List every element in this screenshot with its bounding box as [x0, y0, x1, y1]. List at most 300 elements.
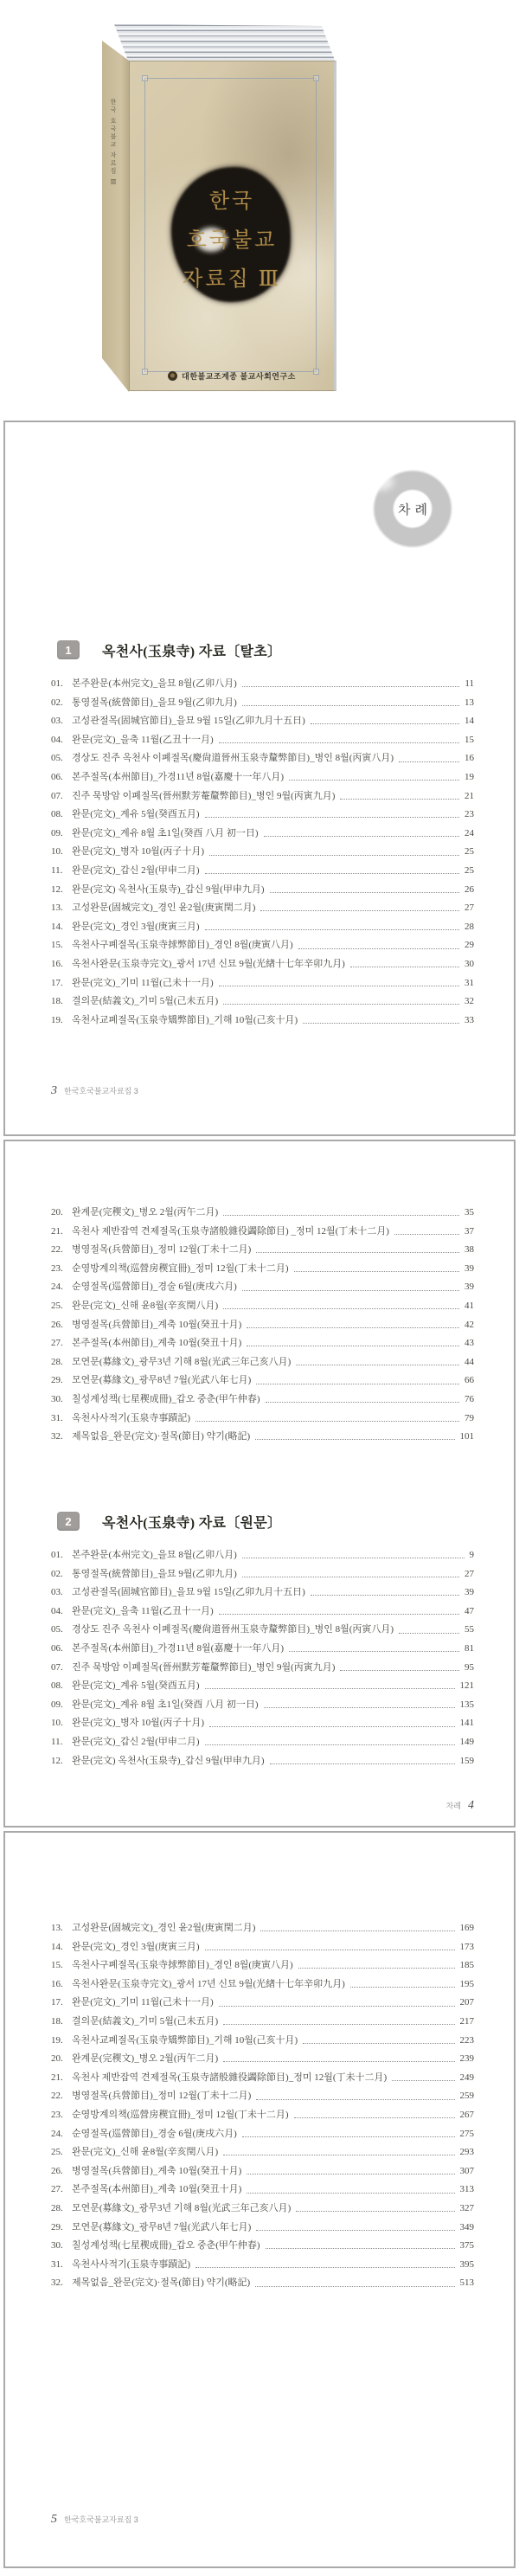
dotted-leader [223, 2061, 454, 2062]
toc-entry-number: 04. [51, 734, 63, 745]
dotted-leader [399, 1633, 459, 1634]
cover-title [130, 183, 334, 299]
dotted-leader [394, 1234, 459, 1235]
toc-entry-number: 04. [51, 1605, 63, 1616]
toc-entry-title: 완문(完文) 옥천사(玉泉寺)_갑신 9월(甲申九月) [72, 1755, 265, 1766]
toc-entry-title: 완문(完文)_갑신 2월(甲申二月) [72, 1736, 200, 1747]
dotted-leader [247, 2174, 454, 2175]
toc-entry-page: 25 [465, 846, 474, 858]
toc-entry-title: 본주완문(本州完文)_을묘 8월(乙卯八月) [72, 678, 237, 689]
toc-entry-number: 08. [51, 1680, 63, 1692]
dotted-leader [205, 873, 459, 874]
toc-entry [51, 2125, 474, 2144]
toc-entry [51, 2274, 474, 2293]
toc-entry-title: 옥천사교폐절목(玉泉寺矯弊節目)_기해 10월(己亥十月) [72, 1014, 298, 1025]
dotted-leader [219, 1614, 459, 1615]
toc-entry [51, 1565, 474, 1584]
toc-entry [51, 2032, 474, 2051]
toc-entry [51, 1223, 474, 1242]
toc-entry-title: 칠성계성책(七星稧成冊)_갑오 중춘(甲午仲春) [72, 2240, 260, 2252]
dotted-leader [399, 761, 459, 762]
toc-entry-title: 순영방계의책(巡營房稧宜冊)_정미 12월(丁未十二月) [72, 2109, 289, 2120]
toc-entry [51, 862, 474, 881]
toc-entry-title: 옥천사교폐절목(玉泉寺矯弊節目)_기해 10월(己亥十月) [72, 2034, 298, 2046]
toc-entry [51, 843, 474, 862]
toc-entry [51, 1297, 474, 1316]
toc-entry [51, 2162, 474, 2181]
page-3-footer [51, 2513, 138, 2527]
toc-entry-page: 259 [459, 2091, 474, 2102]
dotted-leader [223, 1308, 459, 1309]
toc-entry [51, 1584, 474, 1603]
toc-entry [51, 1640, 474, 1659]
toc-entry-page: 159 [459, 1755, 474, 1766]
toc-entry-title: 옥천사사적기(玉泉寺事蹟記) [72, 2258, 191, 2270]
toc-entry-number: 02. [51, 697, 63, 708]
section-2-number-badge: 2 [57, 1512, 80, 1531]
page-1-footer [51, 1084, 138, 1098]
toc-entry-page: 43 [465, 1338, 474, 1349]
toc-entry-page: 185 [459, 1960, 474, 1971]
toc-entry-page: 313 [459, 2184, 474, 2195]
dotted-leader [255, 1439, 454, 1440]
dotted-leader [205, 1744, 455, 1745]
toc-entry-page: 15 [465, 734, 474, 745]
toc-entry-title: 옥천사사적기(玉泉寺事蹟記) [72, 1412, 191, 1423]
dotted-leader [247, 1327, 459, 1328]
toc-entry-page: 39 [465, 1262, 474, 1274]
toc-entry-title: 완문(完文)_신해 윤8월(辛亥閏八月) [72, 1300, 219, 1311]
toc-entry [51, 1241, 474, 1260]
toc-entry-number: 31. [51, 2258, 63, 2270]
toc-entry-title: 병영절목(兵營節目)_계축 10월(癸丑十月) [72, 1319, 242, 1330]
toc-entry-number: 11. [51, 864, 63, 876]
section-1-number-badge: 1 [57, 640, 80, 659]
dotted-leader [209, 855, 459, 856]
toc-entry-title: 경상도 진주 옥천사 이폐절목(慶尙道晉州玉泉寺釐弊節目)_병인 8월(丙寅八月) [72, 1624, 394, 1635]
dotted-leader [311, 723, 459, 724]
toc-entry-number: 16. [51, 1978, 63, 1989]
toc-entry-title: 고성완문(固城完文)_경인 윤2월(庚寅閏二月) [72, 1923, 256, 1933]
dotted-leader [242, 686, 460, 687]
toc-entry-number: 06. [51, 771, 63, 782]
toc-entry-title: 모연문(募緣文)_광무3년 기해 8월(光武三年己亥八月) [72, 2202, 292, 2213]
toc-entry-title: 완문(完文)_계유 5월(癸酉五月) [72, 809, 200, 820]
toc-entry [51, 1938, 474, 1957]
toc-entry-page: 27 [465, 1568, 474, 1579]
toc-entry-page: 27 [465, 903, 474, 914]
footer-running-title: 한국호국불교자료집 3 [64, 2515, 138, 2524]
toc-entry-number: 18. [51, 996, 63, 1007]
toc-entry-number: 14. [51, 1941, 63, 1952]
toc-entry-number: 07. [51, 790, 63, 801]
publisher-name: 대한불교조계종 불교사회연구소 [182, 372, 296, 381]
toc-entry-number: 02. [51, 1568, 63, 1579]
dotted-leader [270, 1763, 455, 1764]
dotted-leader [205, 1688, 455, 1689]
toc-entry-number: 01. [51, 1550, 63, 1560]
toc-entry-page: 39 [465, 1282, 474, 1293]
toc-entry [51, 2143, 474, 2162]
toc-entry-page: 41 [465, 1300, 474, 1311]
toc-entry-title: 본주절목(本州節目)_계축 10월(癸丑十月) [72, 1338, 242, 1349]
toc-entry [51, 1752, 474, 1771]
toc-entry-page: 26 [465, 883, 474, 895]
toc-entry-title: 완계문(完稧文)_병오 2월(丙午二月) [72, 2053, 219, 2065]
toc-entry-number: 19. [51, 2034, 63, 2046]
dotted-leader [195, 1421, 459, 1422]
toc-entry-page: 173 [459, 1941, 474, 1952]
toc-entry-title: 옥천사구폐절목(玉泉寺捄弊節目)_경인 8월(庚寅八月) [72, 1960, 293, 1971]
toc-entry-title: 제목없음_완문(完文)·절목(節目) 약기(略記) [72, 2277, 251, 2289]
dotted-leader [289, 1651, 459, 1652]
toc-entry-page: 223 [459, 2034, 474, 2046]
toc-entry-title: 본주완문(本州完文)_을묘 8월(乙卯八月) [72, 1550, 237, 1560]
book-spine-title: 한국 호국불교 자료집 Ⅲ [110, 99, 117, 188]
toc-entry-title: 통영절목(統營節目)_을묘 9월(乙卯九月) [72, 697, 237, 708]
dotted-leader [266, 2248, 455, 2249]
toc-entry-page: 513 [459, 2277, 474, 2289]
toc-entry-page: 275 [459, 2128, 474, 2139]
dotted-leader [260, 1930, 454, 1931]
toc-entry [51, 694, 474, 713]
toc-entry-number: 01. [51, 678, 63, 689]
toc-entry-number: 32. [51, 2277, 63, 2289]
toc-entry-title: 옥천사완문(玉泉寺完文)_광서 17년 신묘 9월(光緖十七年辛卯九月) [72, 1978, 345, 1989]
dotted-leader [242, 2136, 455, 2137]
toc-entry [51, 1353, 474, 1372]
toc-entry-page: 38 [465, 1244, 474, 1256]
toc-entry [51, 2200, 474, 2219]
toc-entry [51, 1316, 474, 1335]
toc-entry-title: 병영절목(兵營節目)_정미 12월(丁未十二月) [72, 1244, 252, 1256]
toc-entry-page: 19 [465, 771, 474, 782]
dotted-leader [311, 1595, 459, 1596]
toc-entry-number: 18. [51, 2015, 63, 2027]
dotted-leader [264, 836, 459, 837]
dotted-leader [256, 2230, 454, 2231]
toc-entry [51, 2069, 474, 2088]
toc-entry [51, 768, 474, 787]
toc-entry-number: 22. [51, 1244, 63, 1256]
dotted-leader [296, 2211, 454, 2212]
footer-running-title: 차례 [445, 1802, 461, 1810]
toc-entry [51, 1956, 474, 1975]
toc-entry [51, 1410, 474, 1429]
dotted-leader [256, 1252, 459, 1253]
toc-entry [51, 899, 474, 918]
toc-entry-title: 완문(完文)_계유 8월 초1일(癸酉 八月 初一日) [72, 827, 259, 838]
toc-entry-number: 17. [51, 977, 63, 988]
toc-entry-number: 22. [51, 2091, 63, 2102]
toc-entry-title: 완문(完文)_기미 11월(己未十一月) [72, 1997, 214, 2008]
toc-entry [51, 1994, 474, 2013]
book-front-cover [129, 61, 336, 391]
toc-entry-title: 완문(完文)_병자 10월(丙子十月) [72, 1718, 205, 1729]
dotted-leader [303, 2043, 454, 2044]
toc-entry-number: 05. [51, 1624, 63, 1635]
book-cover-3d [102, 22, 341, 395]
toc-entry-title: 완문(完文)_경인 3월(庚寅三月) [72, 1941, 200, 1952]
toc-entry-number: 13. [51, 1923, 63, 1933]
section-1-title: 옥천사(玉泉寺) 자료〔탈초〕 [102, 644, 282, 659]
toc-entry [51, 1975, 474, 1995]
toc-entry-page: 267 [459, 2109, 474, 2120]
toc-entry-page: 195 [459, 1978, 474, 1989]
toc-entry [51, 2237, 474, 2256]
toc-entry-number: 05. [51, 753, 63, 764]
toc-entry-number: 09. [51, 827, 63, 838]
toc-entry [51, 712, 474, 731]
cover-title-line-2: 호국불교 [186, 229, 278, 252]
dotted-leader [264, 1707, 455, 1708]
toc-entry-page: 76 [465, 1393, 474, 1404]
toc-entry-page: 14 [465, 716, 474, 727]
toc-entry-number: 25. [51, 1300, 63, 1311]
toc-entry-number: 17. [51, 1997, 63, 2008]
toc-entry-title: 완문(完文)_경인 3월(庚寅三月) [72, 921, 200, 932]
toc-entry-title: 완문(完文)_계유 8월 초1일(癸酉 八月 初一日) [72, 1699, 259, 1710]
toc-entry-title: 병영절목(兵營節目)_정미 12월(丁未十二月) [72, 2091, 252, 2102]
toc-entry-title: 완문(完文)_갑신 2월(甲申二月) [72, 864, 200, 876]
toc-entry-page: 47 [465, 1605, 474, 1616]
toc-entry-title: 완문(完文) 옥천사(玉泉寺)_갑신 9월(甲申九月) [72, 883, 265, 895]
toc-entry [51, 2181, 474, 2200]
frame-corner-icon [142, 75, 148, 81]
toc-entry-title: 모연문(募緣文)_광무8년 7월(光武八年七月) [72, 1375, 252, 1386]
dotted-leader [242, 705, 459, 706]
toc-entry-page: 28 [465, 921, 474, 932]
toc-page-1 [3, 421, 516, 1136]
toc-entry-number: 30. [51, 1393, 63, 1404]
toc-entry [51, 1204, 474, 1223]
toc-entry [51, 2106, 474, 2125]
toc-entry-page: 42 [465, 1319, 474, 1330]
toc-entry [51, 1714, 474, 1733]
dotted-leader [209, 1726, 454, 1727]
dotted-leader [219, 742, 459, 743]
toc-entry-page: 293 [459, 2147, 474, 2158]
dotted-leader [242, 1290, 459, 1291]
dotted-leader [223, 1215, 459, 1216]
dotted-leader [298, 1968, 455, 1969]
toc-entry-number: 23. [51, 1262, 63, 1274]
toc-entry-page: 13 [465, 697, 474, 708]
toc-entry-title: 제목없음_완문(完文)·절목(節目) 약기(略記) [72, 1431, 251, 1442]
jogye-order-emblem-icon [168, 371, 177, 381]
toc-entry-title: 모연문(募緣文)_광무3년 기해 8월(光武三年己亥八月) [72, 1356, 292, 1367]
toc-entry-page: 327 [459, 2202, 474, 2213]
dotted-leader [256, 2099, 454, 2100]
toc-entry [51, 731, 474, 750]
toc-entry-number: 06. [51, 1642, 63, 1654]
toc-entry [51, 2219, 474, 2238]
toc-entry-number: 21. [51, 1225, 63, 1237]
toc-entry-number: 28. [51, 1356, 63, 1367]
toc-entry [51, 1603, 474, 1622]
toc-entry-number: 28. [51, 2202, 63, 2213]
footer-page-number: 3 [51, 1084, 57, 1097]
toc-entry-title: 완문(完文)_병자 10월(丙子十月) [72, 846, 205, 858]
cover-title-line-1: 한국 [208, 190, 255, 213]
toc-entry-page: 29 [465, 940, 474, 951]
toc-page-2 [3, 1140, 516, 1828]
toc-entry-page: 16 [465, 753, 474, 764]
toc-entry-number: 15. [51, 1960, 63, 1971]
toc-entry [51, 2087, 474, 2106]
toc-entry-title: 통영절목(統營節目)_을묘 9월(乙卯九月) [72, 1568, 237, 1579]
toc-entry-page: 135 [459, 1699, 474, 1710]
toc-entry [51, 2050, 474, 2069]
toc-entry-page: 141 [459, 1718, 474, 1729]
toc-entry [51, 1733, 474, 1752]
dotted-leader [223, 2024, 454, 2025]
toc-entry-title: 결의문(結義文)_기미 5월(己未五月) [72, 2015, 219, 2027]
toc-entry [51, 1621, 474, 1640]
toc-entry-title: 모연문(募緣文)_광무8년 7월(光武八年七月) [72, 2221, 252, 2232]
toc-entry-title: 본주절목(本州節目)_가경11년 8월(嘉慶十一年八月) [72, 771, 285, 782]
toc-entry [51, 1334, 474, 1353]
toc-entry [51, 1696, 474, 1715]
toc-entry-page: 101 [459, 1431, 474, 1442]
toc-entry-number: 12. [51, 883, 63, 895]
toc-entry-number: 08. [51, 809, 63, 820]
toc-entry-title: 완문(完文)_을축 11월(乙丑十一月) [72, 1605, 214, 1616]
toc-entry-page: 25 [465, 864, 474, 876]
toc-entry-page: 217 [459, 2015, 474, 2027]
book-page-stack-top [102, 22, 337, 64]
toc-entry-page: 9 [469, 1550, 474, 1560]
page-2-footer [446, 1799, 474, 1813]
toc-entry [51, 1012, 474, 1031]
toc-entry-title: 완문(完文)_계유 5월(癸酉五月) [72, 1680, 200, 1692]
toc-entry-number: 30. [51, 2240, 63, 2252]
toc-entry-number: 07. [51, 1661, 63, 1673]
toc-entry-title: 순영방계의책(巡營房稧宜冊)_정미 12월(丁未十二月) [72, 1262, 289, 1274]
toc-entry [51, 918, 474, 937]
dotted-leader [205, 929, 459, 930]
toc-entry-page: 39 [465, 1587, 474, 1598]
toc-list-section2-part2 [51, 1919, 474, 2293]
toc-entry-page: 375 [459, 2240, 474, 2252]
dotted-leader [298, 948, 459, 949]
toc-entry-page: 11 [465, 678, 474, 689]
publisher-row [130, 370, 334, 382]
toc-entry-title: 완문(完文)_신해 윤8월(辛亥閏八月) [72, 2147, 219, 2158]
toc-entry-title: 진주 묵방암 이폐절목(晉州默芳菴釐弊節目)_병인 9월(丙寅九月) [72, 790, 336, 801]
toc-entry-number: 03. [51, 1587, 63, 1598]
toc-entry-number: 27. [51, 1338, 63, 1349]
toc-page-3 [3, 1831, 516, 2568]
toc-entry-title: 순영절목(巡營節目)_경술 6월(庚戌六月) [72, 2128, 237, 2139]
toc-entry-number: 26. [51, 1319, 63, 1330]
toc-entry-page: 395 [459, 2258, 474, 2270]
toc-entry-page: 239 [459, 2053, 474, 2065]
contents-stamp [365, 462, 460, 556]
toc-entry [51, 992, 474, 1012]
toc-entry-page: 95 [465, 1661, 474, 1673]
toc-entry [51, 675, 474, 694]
dotted-leader [260, 910, 459, 911]
toc-entry [51, 881, 474, 900]
toc-entry-page: 207 [459, 1997, 474, 2008]
toc-entry [51, 2013, 474, 2032]
dotted-leader [392, 2080, 454, 2081]
toc-entry [51, 936, 474, 955]
dotted-leader [289, 780, 459, 781]
cover-title-line-3: 자료집 Ⅲ [183, 268, 281, 291]
toc-entry-page: 30 [465, 958, 474, 969]
toc-entry-number: 23. [51, 2109, 63, 2120]
dotted-leader [340, 1670, 459, 1671]
toc-entry-page: 55 [465, 1624, 474, 1635]
toc-entry-title: 옥천사구폐절목(玉泉寺捄弊節目)_경인 8월(庚寅八月) [72, 940, 293, 951]
toc-entry-number: 24. [51, 2128, 63, 2139]
toc-entry-title: 고성관절목(固城官節目)_을묘 9월 15일(乙卯九月十五日) [72, 1587, 305, 1598]
toc-entry-number: 10. [51, 1718, 63, 1729]
toc-list-section2-part1 [51, 1546, 474, 1770]
toc-list-section1-part1 [51, 675, 474, 1030]
toc-entry-number: 16. [51, 958, 63, 969]
toc-entry-title: 고성완문(固城完文)_경인 윤2월(庚寅閏二月) [72, 903, 256, 914]
toc-entry [51, 1659, 474, 1678]
toc-entry [51, 1372, 474, 1391]
section-2-header [57, 1510, 471, 1532]
toc-entry-number: 11. [51, 1736, 63, 1747]
toc-entry [51, 825, 474, 844]
toc-entry-page: 44 [465, 1356, 474, 1367]
toc-entry-title: 본주절목(本州節目)_가경11년 8월(嘉慶十一年八月) [72, 1642, 285, 1654]
toc-entry [51, 2256, 474, 2275]
toc-entry-number: 14. [51, 921, 63, 932]
contents-stamp-label: 차례 [398, 503, 432, 517]
toc-entry-page: 169 [459, 1923, 474, 1933]
toc-entry-number: 20. [51, 1207, 63, 1217]
toc-entry-number: 03. [51, 716, 63, 727]
toc-entry-number: 26. [51, 2165, 63, 2176]
toc-entry-title: 본주절목(本州節目)_계축 10월(癸丑十月) [72, 2184, 242, 2195]
frame-corner-icon [313, 75, 319, 81]
dotted-leader [294, 1271, 459, 1272]
toc-entry [51, 1260, 474, 1279]
toc-entry-page: 81 [465, 1642, 474, 1654]
toc-entry [51, 955, 474, 974]
toc-entry-title: 병영절목(兵營節目)_계축 10월(癸丑十月) [72, 2165, 242, 2176]
toc-entry-page: 31 [465, 977, 474, 988]
toc-entry-title: 칠성계성책(七星稧成冊)_갑오 중춘(甲午仲春) [72, 1393, 260, 1404]
dotted-leader [195, 2267, 454, 2268]
toc-entry-title: 완문(完文)_을축 11월(乙丑十一月) [72, 734, 214, 745]
toc-entry-page: 249 [459, 2072, 474, 2083]
toc-entry-page: 149 [459, 1736, 474, 1747]
toc-entry-page: 37 [465, 1225, 474, 1237]
section-1-header [57, 639, 471, 661]
toc-entry-number: 20. [51, 2053, 63, 2065]
toc-entry-title: 옥천사 제반잡역 견제절목(玉泉寺諸般雜役蠲除節目)_정미 12월(丁未十二月) [72, 2072, 388, 2083]
toc-entry-title: 옥천사완문(玉泉寺完文)_광서 17년 신묘 9월(光緖十七年辛卯九月) [72, 958, 345, 969]
toc-entry-page: 66 [465, 1375, 474, 1386]
toc-entry-title: 옥천사 제반잡역 견제절목(玉泉寺諸般雜役蠲除節目) _정미 12월(丁未十二月) [72, 1225, 389, 1237]
toc-entry-title: 완문(完文)_기미 11월(己未十一月) [72, 977, 214, 988]
toc-entry-title: 순영절목(巡營節目)_경술 6월(庚戌六月) [72, 1282, 237, 1293]
toc-entry [51, 1677, 474, 1696]
toc-entry-page: 35 [465, 1207, 474, 1217]
toc-entry-page: 32 [465, 996, 474, 1007]
toc-entry-number: 29. [51, 2221, 63, 2232]
toc-entry-page: 307 [459, 2165, 474, 2176]
toc-entry [51, 1546, 474, 1565]
toc-entry-title: 진주 묵방암 이폐절목(晉州默芳菴釐弊節目)_병인 9월(丙寅九月) [72, 1661, 336, 1673]
